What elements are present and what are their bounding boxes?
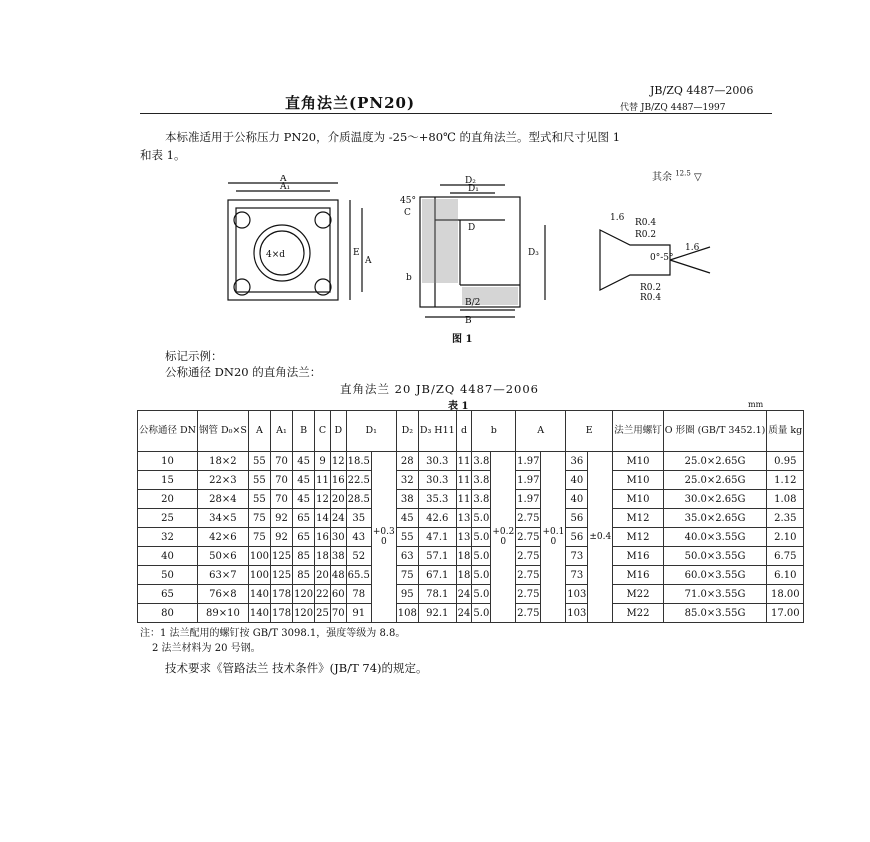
cell-screw: M22: [613, 585, 664, 604]
cell-e: 73: [566, 547, 588, 566]
cell-b: 5.0: [472, 566, 491, 585]
cell-a: 75: [248, 509, 270, 528]
cell-d: 48: [330, 566, 346, 585]
cell-c: 14: [315, 509, 331, 528]
label-D: D: [468, 223, 476, 233]
header-a-col: A: [516, 411, 566, 452]
intro-text: 本标准适用于公称压力 PN20，介质温度为 -25～+80℃ 的直角法兰。型式和尺寸见图 1: [165, 130, 621, 144]
header-oring: O 形圈 (GB/T 3452.1): [663, 411, 767, 452]
cell-mass: 6.75: [767, 547, 804, 566]
cell-d3: 35.3: [418, 490, 456, 509]
cell-pipe: 22×3: [197, 471, 248, 490]
header-d2: D₂: [396, 411, 418, 452]
cell-a1: 70: [270, 471, 292, 490]
cell-a: 55: [248, 490, 270, 509]
cell-a-col: 2.75: [516, 528, 541, 547]
cell-screw: M10: [613, 490, 664, 509]
cell-a-col: 1.97: [516, 471, 541, 490]
cell-screw: M10: [613, 452, 664, 471]
label-r04b: R0.4: [640, 293, 662, 303]
note-2: 2 法兰材料为 20 号钢。: [152, 643, 261, 654]
cell-a: 140: [248, 604, 270, 623]
label-b: b: [406, 273, 412, 283]
cell-pipe: 76×8: [197, 585, 248, 604]
cell-mass: 2.10: [767, 528, 804, 547]
cell-c: 12: [315, 490, 331, 509]
header-mass: 质量 kg: [767, 411, 804, 452]
tech-requirement: 技术要求《管路法兰 技术条件》(JB/T 74)的规定。: [165, 661, 428, 675]
label-E: E: [353, 248, 360, 258]
cell-screw: M16: [613, 566, 664, 585]
cell-oring: 60.0×3.55G: [663, 566, 767, 585]
cell-pipe: 63×7: [197, 566, 248, 585]
bolt-hole-br: [315, 279, 331, 295]
label-D1: D₁: [468, 184, 479, 194]
section-hatch: [422, 199, 458, 283]
cell-dn: 10: [138, 452, 198, 471]
cell-mass: 2.35: [767, 509, 804, 528]
cell-d: 12: [330, 452, 346, 471]
label-A1: A₁: [280, 182, 291, 192]
cell-b-cap: 120: [293, 585, 315, 604]
header-c: C: [315, 411, 331, 452]
cell-d3: 92.1: [418, 604, 456, 623]
cell-d3: 67.1: [418, 566, 456, 585]
cell-pipe: 89×10: [197, 604, 248, 623]
cell-screw: M10: [613, 471, 664, 490]
cell-screw: M16: [613, 547, 664, 566]
cell-screw: M12: [613, 528, 664, 547]
cell-d3: 30.3: [418, 471, 456, 490]
roughness-symbol-icon: ▽: [693, 172, 702, 183]
cell-pipe: 28×4: [197, 490, 248, 509]
cell-d: 20: [330, 490, 346, 509]
cell-d3: 47.1: [418, 528, 456, 547]
cell-b: 5.0: [472, 604, 491, 623]
cell-a1: 70: [270, 452, 292, 471]
cell-oring: 50.0×3.55G: [663, 547, 767, 566]
cell-d2: 45: [396, 509, 418, 528]
cell-a1: 70: [270, 490, 292, 509]
standard-number: JB/ZQ 4487—2006: [650, 84, 754, 97]
label-D3: D₃: [528, 248, 539, 258]
cell-b-cap: 85: [293, 547, 315, 566]
cell-d: 16: [330, 471, 346, 490]
cell-oring: 40.0×3.55G: [663, 528, 767, 547]
label-4xd: 4×d: [266, 250, 286, 260]
cell-d1: 91: [346, 604, 371, 623]
cell-a1: 178: [270, 604, 292, 623]
cell-a: 100: [248, 547, 270, 566]
cell-e: 40: [566, 471, 588, 490]
header-b: b: [472, 411, 516, 452]
header-b-cap: B: [293, 411, 315, 452]
cell-d-small: 11: [456, 452, 472, 471]
cell-e: 36: [566, 452, 588, 471]
cell-dn: 50: [138, 566, 198, 585]
cell-d2: 63: [396, 547, 418, 566]
cell-d2: 38: [396, 490, 418, 509]
table-title: 表 1: [448, 401, 469, 412]
cell-dn: 32: [138, 528, 198, 547]
cell-c: 25: [315, 604, 331, 623]
header-rule: [140, 113, 772, 114]
roughness-value: 12.5: [675, 169, 691, 178]
cell-d1: 52: [346, 547, 371, 566]
cell-oring: 35.0×2.65G: [663, 509, 767, 528]
cell-mass: 0.95: [767, 452, 804, 471]
page-title: 直角法兰(PN20): [285, 94, 416, 112]
flange-drawing: [210, 175, 730, 325]
cell-b: 5.0: [472, 509, 491, 528]
header-pipe: 钢管 D₀×S: [197, 411, 248, 452]
label-A: A: [280, 175, 287, 184]
cell-a1: 178: [270, 585, 292, 604]
table-row: [138, 471, 804, 490]
table-row: [138, 490, 804, 509]
cell-d2: 28: [396, 452, 418, 471]
cell-c: 18: [315, 547, 331, 566]
cell-a: 100: [248, 566, 270, 585]
tol-e: ±0.4: [588, 452, 613, 623]
cell-d2: 55: [396, 528, 418, 547]
cell-b: 5.0: [472, 528, 491, 547]
cell-pipe: 42×6: [197, 528, 248, 547]
cell-a: 55: [248, 452, 270, 471]
cell-oring: 85.0×3.55G: [663, 604, 767, 623]
cell-a-col: 2.75: [516, 547, 541, 566]
cell-dn: 20: [138, 490, 198, 509]
table-row: [138, 528, 804, 547]
header-d1: D₁: [346, 411, 396, 452]
cell-d-small: 24: [456, 585, 472, 604]
tol-b: +0.2 0: [491, 452, 516, 623]
cell-d2: 32: [396, 471, 418, 490]
cell-b-cap: 65: [293, 509, 315, 528]
cell-dn: 25: [138, 509, 198, 528]
cell-a: 55: [248, 471, 270, 490]
cell-d1: 78: [346, 585, 371, 604]
cell-d-small: 11: [456, 471, 472, 490]
table-row: [138, 566, 804, 585]
table-row: [138, 547, 804, 566]
cell-e: 73: [566, 566, 588, 585]
tol-d1: +0.3 0: [371, 452, 396, 623]
table-header-row: [138, 411, 804, 452]
cell-dn: 40: [138, 547, 198, 566]
cell-d2: 95: [396, 585, 418, 604]
marking-desc: 公称通径 DN20 的直角法兰：: [165, 365, 322, 379]
cell-b-cap: 85: [293, 566, 315, 585]
cell-dn: 15: [138, 471, 198, 490]
cell-c: 11: [315, 471, 331, 490]
header-d-small: d: [456, 411, 472, 452]
cell-d-small: 11: [456, 490, 472, 509]
bolt-hole-tr: [315, 212, 331, 228]
cell-a1: 125: [270, 566, 292, 585]
cell-a1: 92: [270, 528, 292, 547]
table-row: [138, 509, 804, 528]
cell-d1: 28.5: [346, 490, 371, 509]
label-chamfer: 45°: [400, 196, 416, 206]
intro-text-cont: 和表 1。: [140, 148, 186, 162]
cell-b-cap: 45: [293, 471, 315, 490]
cell-d2: 108: [396, 604, 418, 623]
cell-a1: 92: [270, 509, 292, 528]
cell-pipe: 50×6: [197, 547, 248, 566]
label-B-half: B/2: [465, 298, 481, 308]
cell-screw: M22: [613, 604, 664, 623]
cell-a-col: 2.75: [516, 585, 541, 604]
cell-d: 38: [330, 547, 346, 566]
label-r02a: R0.2: [635, 230, 657, 240]
cell-d1: 18.5: [346, 452, 371, 471]
cell-a: 140: [248, 585, 270, 604]
tol-a: +0.1 0: [541, 452, 566, 623]
cell-b-cap: 120: [293, 604, 315, 623]
cell-e: 40: [566, 490, 588, 509]
cell-d-small: 24: [456, 604, 472, 623]
cell-oring: 30.0×2.65G: [663, 490, 767, 509]
cell-e: 103: [566, 585, 588, 604]
cell-d1: 43: [346, 528, 371, 547]
cell-screw: M12: [613, 509, 664, 528]
cell-d: 70: [330, 604, 346, 623]
cell-b: 3.8: [472, 452, 491, 471]
table-row: [138, 585, 804, 604]
cell-mass: 1.08: [767, 490, 804, 509]
cell-mass: 18.00: [767, 585, 804, 604]
cell-pipe: 34×5: [197, 509, 248, 528]
header-a: A: [248, 411, 270, 452]
label-C: C: [404, 208, 411, 218]
table-row: [138, 604, 804, 623]
header-d3: D₃ H11: [418, 411, 456, 452]
cell-d3: 57.1: [418, 547, 456, 566]
cell-a-col: 2.75: [516, 509, 541, 528]
label-D2: D₂: [465, 176, 476, 186]
cell-a: 75: [248, 528, 270, 547]
cell-oring: 25.0×2.65G: [663, 471, 767, 490]
cell-a1: 125: [270, 547, 292, 566]
label-roughness-16: 1.6: [685, 243, 700, 253]
cell-d-small: 13: [456, 509, 472, 528]
cell-d1: 35: [346, 509, 371, 528]
cell-mass: 1.12: [767, 471, 804, 490]
marking-label: 标记示例：: [165, 349, 223, 363]
cell-b: 5.0: [472, 585, 491, 604]
label-B: B: [465, 316, 472, 325]
cell-b-cap: 45: [293, 490, 315, 509]
cell-d2: 75: [396, 566, 418, 585]
cell-d1: 65.5: [346, 566, 371, 585]
cell-e: 56: [566, 509, 588, 528]
cell-c: 22: [315, 585, 331, 604]
cell-mass: 17.00: [767, 604, 804, 623]
marking-code: 直角法兰 20 JB/ZQ 4487—2006: [340, 382, 539, 396]
spec-table: [137, 410, 804, 623]
label-roughness-16b: 1.6: [610, 213, 625, 223]
cell-a-col: 1.97: [516, 452, 541, 471]
table-unit: mm: [748, 400, 764, 409]
cell-a-col: 2.75: [516, 604, 541, 623]
header-screw: 法兰用螺钉: [613, 411, 664, 452]
cell-a-col: 2.75: [516, 566, 541, 585]
cell-oring: 25.0×2.65G: [663, 452, 767, 471]
label-r04a: R0.4: [635, 218, 657, 228]
cell-oring: 71.0×3.55G: [663, 585, 767, 604]
cell-c: 16: [315, 528, 331, 547]
label-angle: 0°-5°: [650, 253, 674, 263]
cell-d3: 78.1: [418, 585, 456, 604]
roughness-label: 其余: [652, 172, 672, 183]
note-1: 注：1 法兰配用的螺钉按 GB/T 3098.1，强度等级为 8.8。: [140, 628, 406, 639]
cell-e: 56: [566, 528, 588, 547]
cell-c: 20: [315, 566, 331, 585]
cell-d: 30: [330, 528, 346, 547]
cell-b: 3.8: [472, 471, 491, 490]
replaces-standard: 代替 JB/ZQ 4487—1997: [620, 103, 726, 113]
cell-dn: 80: [138, 604, 198, 623]
cell-e: 103: [566, 604, 588, 623]
header-d: D: [330, 411, 346, 452]
label-r02b: R0.2: [640, 283, 662, 293]
cell-d1: 22.5: [346, 471, 371, 490]
cell-b: 3.8: [472, 490, 491, 509]
cell-d: 60: [330, 585, 346, 604]
table-row: [138, 452, 804, 471]
cell-d: 24: [330, 509, 346, 528]
cell-d3: 30.3: [418, 452, 456, 471]
cell-d-small: 18: [456, 547, 472, 566]
cell-d3: 42.6: [418, 509, 456, 528]
cell-d-small: 13: [456, 528, 472, 547]
cell-d-small: 18: [456, 566, 472, 585]
cell-pipe: 18×2: [197, 452, 248, 471]
cell-a-col: 1.97: [516, 490, 541, 509]
cell-dn: 65: [138, 585, 198, 604]
cell-b-cap: 65: [293, 528, 315, 547]
label-A-side: A: [365, 256, 372, 266]
figure-caption: 图 1: [452, 334, 473, 345]
header-e: E: [566, 411, 613, 452]
cell-mass: 6.10: [767, 566, 804, 585]
header-dn: 公称通径 DN: [138, 411, 198, 452]
cell-c: 9: [315, 452, 331, 471]
header-a1: A₁: [270, 411, 292, 452]
cell-b-cap: 45: [293, 452, 315, 471]
cell-b: 5.0: [472, 547, 491, 566]
